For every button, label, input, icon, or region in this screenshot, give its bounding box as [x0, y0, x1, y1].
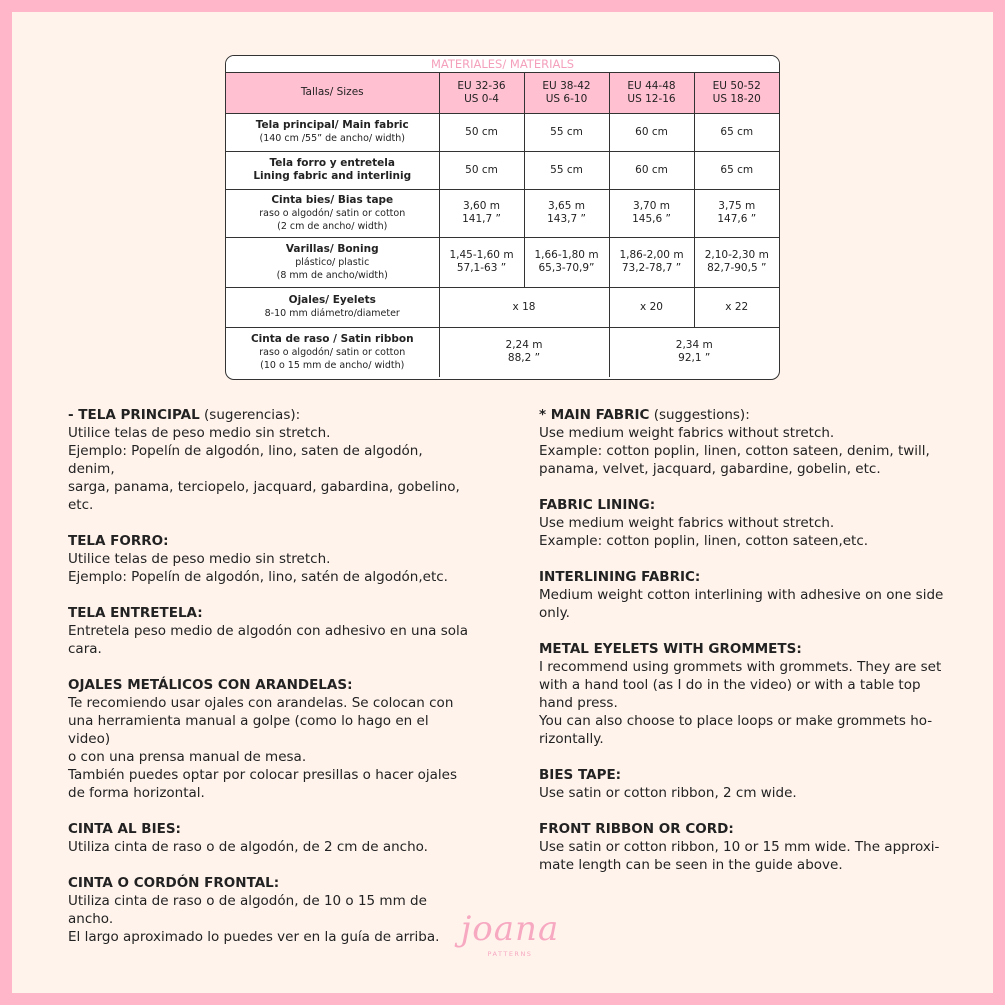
note-line: Ejemplo: Popelín de algodón, lino, saten de algodón, denim, — [68, 443, 423, 477]
cell: x 18 — [439, 287, 609, 327]
section-heading: TELA FORRO: — [68, 533, 169, 549]
note-line: Te recomiendo usar ojales con arandelas. Se colocan con — [68, 695, 454, 711]
row-label: Cinta de raso / Satin ribbon raso o algodón/ satin or cotton (10 o 15 mm de ancho/ width) — [226, 327, 439, 377]
note-section — [539, 568, 944, 622]
brand-logo — [440, 909, 580, 970]
row-label: Cinta bies/ Bias tape raso o algodón/ satin or cotton (2 cm de ancho/ width) — [226, 189, 439, 237]
note-line: Entretela peso medio de algodón con adhesivo en una sola — [68, 623, 469, 639]
table-row — [226, 151, 779, 189]
note-line: Use medium weight fabrics without stretch. — [539, 515, 835, 531]
note-line: Use medium weight fabrics without stretch. — [539, 425, 835, 441]
section-heading: FRONT RIBBON OR CORD: — [539, 821, 734, 837]
sizes-label: Tallas/ Sizes — [226, 73, 439, 113]
note-line: Medium weight cotton interlining with adhesive on one side — [539, 587, 944, 603]
note-line: cara. — [68, 641, 102, 657]
table-row — [226, 287, 779, 327]
cell: 2,34 m 92,1 ” — [609, 327, 779, 377]
cell: 60 cm — [609, 113, 694, 151]
page — [12, 12, 993, 993]
section-heading: BIES TAPE: — [539, 767, 622, 783]
cell: 2,10-2,30 m 82,7-90,5 ” — [694, 237, 779, 287]
section-heading: INTERLINING FABRIC: — [539, 569, 701, 585]
logo-subtitle: PATTERNS — [487, 950, 533, 958]
note-line: panama, velvet, jacquard, gabardine, gobelin, etc. — [539, 461, 881, 477]
cell: 1,86-2,00 m 73,2-78,7 ” — [609, 237, 694, 287]
note-line: Utilice telas de peso medio sin stretch. — [68, 425, 331, 441]
section-heading: FABRIC LINING: — [539, 497, 656, 513]
note-section — [539, 406, 944, 478]
note-line: mate length can be seen in the guide above. — [539, 857, 843, 873]
note-section — [68, 406, 473, 514]
section-heading: * MAIN FABRIC — [539, 407, 650, 423]
note-section — [68, 820, 473, 856]
cell: 2,24 m 88,2 ” — [439, 327, 609, 377]
note-line: Ejemplo: Popelín de algodón, lino, satén de algodón,etc. — [68, 569, 448, 585]
note-line: hand press. — [539, 695, 618, 711]
cell: 3,65 m 143,7 ” — [524, 189, 609, 237]
section-heading: METAL EYELETS WITH GROMMETS: — [539, 641, 802, 657]
note-line: Example: cotton poplin, linen, cotton sateen, denim, twill, — [539, 443, 930, 459]
note-line: Use satin or cotton ribbon, 10 or 15 mm wide. The approxi- — [539, 839, 940, 855]
note-section — [68, 604, 473, 658]
row-label: Tela forro y entretela Lining fabric and interlinig — [226, 151, 439, 189]
cell: x 20 — [609, 287, 694, 327]
note-section — [68, 532, 473, 586]
note-section — [68, 874, 473, 946]
note-section — [539, 640, 944, 748]
note-line: etc. — [68, 497, 94, 513]
note-line: Utiliza cinta de raso o de algodón, de 10 o 15 mm de ancho. — [68, 893, 427, 927]
note-line: Example: cotton poplin, linen, cotton sateen,etc. — [539, 533, 869, 549]
note-section — [539, 820, 944, 874]
size-col-1: EU 32-36 US 0-4 — [439, 73, 524, 113]
heading-suffix: (sugerencias): — [199, 407, 301, 423]
table-header-row — [226, 73, 779, 113]
size-col-4: EU 50-52 US 18-20 — [694, 73, 779, 113]
logo-script: joana — [460, 909, 560, 949]
cell: 65 cm — [694, 151, 779, 189]
note-line: una herramienta manual a golpe (como lo hago en el video) — [68, 713, 429, 747]
note-section — [539, 766, 944, 802]
note-line: with a hand tool (as I do in the video) or with a table top — [539, 677, 921, 693]
note-line: sarga, panama, terciopelo, jacquard, gabardina, gobelino, — [68, 479, 460, 495]
note-line: You can also choose to place loops or make grommets ho- — [539, 713, 933, 729]
note-line: rizontally. — [539, 731, 604, 747]
note-line: Utiliza cinta de raso o de algodón, de 2 cm de ancho. — [68, 839, 428, 855]
heading-suffix: (suggestions): — [649, 407, 750, 423]
cell: 50 cm — [439, 151, 524, 189]
cell: 55 cm — [524, 151, 609, 189]
section-heading: CINTA O CORDÓN FRONTAL: — [68, 875, 280, 891]
section-heading: - TELA PRINCIPAL — [68, 407, 200, 423]
note-line: o con una prensa manual de mesa. — [68, 749, 307, 765]
section-heading: CINTA AL BIES: — [68, 821, 181, 837]
note-line: de forma horizontal. — [68, 785, 205, 801]
cell: 1,66-1,80 m 65,3-70,9” — [524, 237, 609, 287]
table-row — [226, 189, 779, 237]
note-section — [68, 676, 473, 802]
materials-table — [225, 55, 780, 380]
table-row — [226, 327, 779, 377]
note-line: El largo aproximado lo puedes ver en la guía de arriba. — [68, 929, 440, 945]
note-line: Utilice telas de peso medio sin stretch. — [68, 551, 331, 567]
cell: 50 cm — [439, 113, 524, 151]
note-line: También puedes optar por colocar presillas o hacer ojales — [68, 767, 458, 783]
cell: 65 cm — [694, 113, 779, 151]
section-heading: OJALES METÁLICOS CON ARANDELAS: — [68, 677, 353, 693]
table-row — [226, 237, 779, 287]
row-label: Varillas/ Boning plástico/ plastic (8 mm de ancho/width) — [226, 237, 439, 287]
cell: 3,70 m 145,6 ” — [609, 189, 694, 237]
cell: 60 cm — [609, 151, 694, 189]
size-col-3: EU 44-48 US 12-16 — [609, 73, 694, 113]
cell: 3,75 m 147,6 ” — [694, 189, 779, 237]
cell: 55 cm — [524, 113, 609, 151]
section-heading: TELA ENTRETELA: — [68, 605, 203, 621]
row-label: Tela principal/ Main fabric (140 cm /55” de ancho/ width) — [226, 113, 439, 151]
note-line: only. — [539, 605, 570, 621]
size-col-2: EU 38-42 US 6-10 — [524, 73, 609, 113]
table-row — [226, 113, 779, 151]
table-title: MATERIALES/ MATERIALS — [226, 56, 779, 73]
cell: 3,60 m 141,7 ” — [439, 189, 524, 237]
cell: x 22 — [694, 287, 779, 327]
note-line: Use satin or cotton ribbon, 2 cm wide. — [539, 785, 797, 801]
spanish-notes — [68, 406, 473, 964]
row-label: Ojales/ Eyelets 8-10 mm diámetro/diameter — [226, 287, 439, 327]
note-line: I recommend using grommets with grommets. They are set — [539, 659, 942, 675]
english-notes — [539, 406, 944, 892]
cell: 1,45-1,60 m 57,1-63 ” — [439, 237, 524, 287]
note-section — [539, 496, 944, 550]
